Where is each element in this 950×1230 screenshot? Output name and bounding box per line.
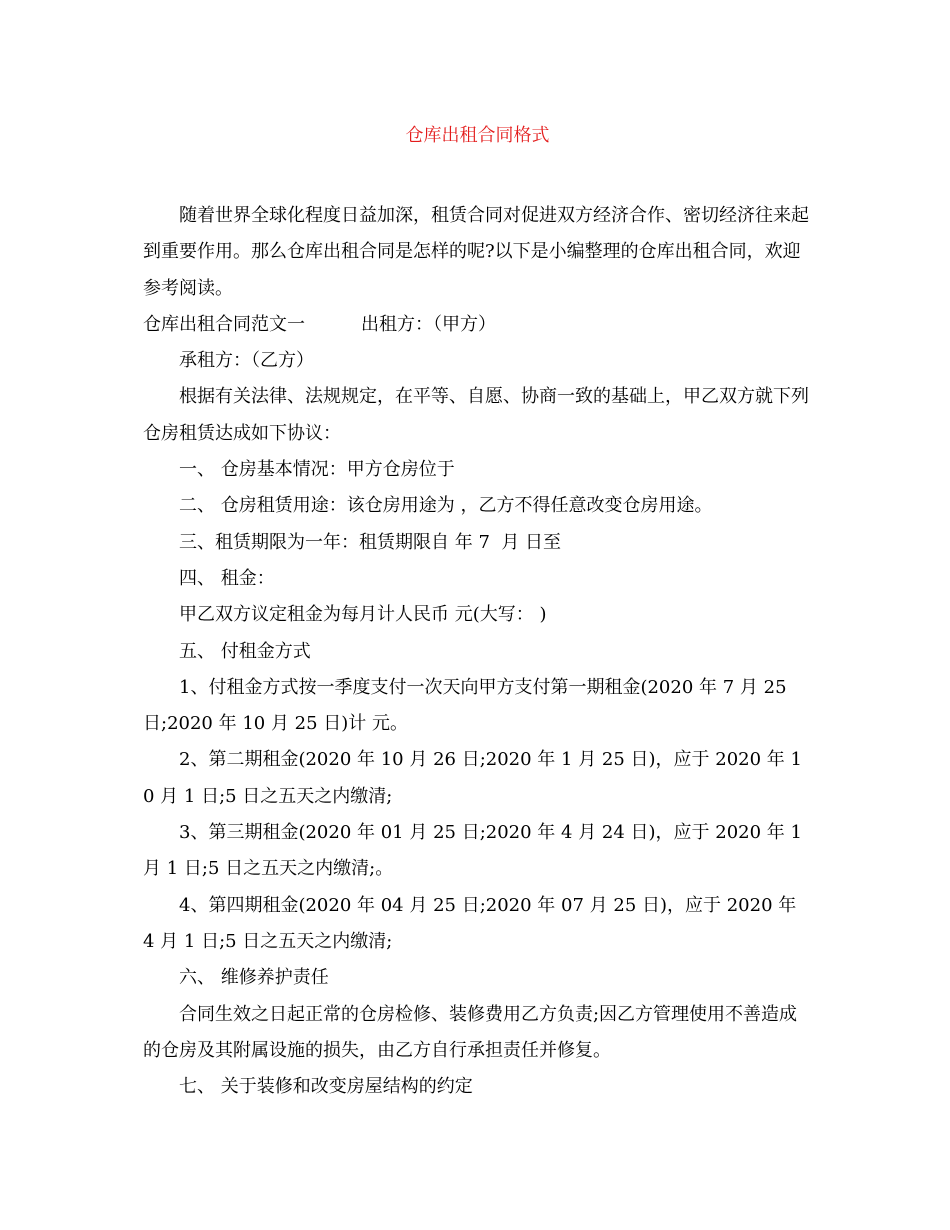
clause-1: 一、 仓房基本情况：甲方仓房位于 <box>179 459 455 481</box>
sample-heading: 仓库出租合同范文一 <box>143 313 305 335</box>
lessor-label: 出租方：（甲方） <box>361 313 496 335</box>
intro-paragraph: 随着世界全球化程度日益加深，租赁合同对促进双方经济合作、密切经济往来起到重要作用。那么仓库出租合同是怎样的呢?以下是小编整理的仓库出租合同，欢迎参考阅读。 <box>143 205 809 299</box>
clause-5-item-2: 2、第二期租金(2020 年 10 月 26 日;2020 年 1 月 25 日)，应于 2020 年 10 月 1 日;5 日之五天之内缴清; <box>143 749 802 807</box>
clause-5-item-4: 4、第四期租金(2020 年 04 月 25 日;2020 年 07 月 25 日)，应于 2020 年 4 月 1 日;5 日之五天之内缴清; <box>143 894 802 952</box>
lessee-label: 承租方：（乙方） <box>179 350 314 372</box>
clause-5: 五、 付租金方式 <box>179 640 311 662</box>
clause-3: 三、租赁期限为一年：租赁期限自 年 7 月 日至 <box>179 531 562 553</box>
clause-5-item-1: 1、付租金方式按一季度支付一次天向甲方支付第一期租金(2020 年 7 月 25 日;2020 年 10 月 25 日)计 元。 <box>143 676 793 735</box>
clause-4-text: 甲乙双方议定租金为每月计人民币 元(大写： ) <box>179 604 547 626</box>
clause-4: 四、 租金： <box>179 567 275 589</box>
clause-5-item-3: 3、第三期租金(2020 年 01 月 25 日;2020 年 4 月 24 日)，应于 2020 年 1 月 1 日;5 日之五天之内缴清;。 <box>143 822 808 880</box>
preamble-paragraph: 根据有关法律、法规规定，在平等、自愿、协商一致的基础上，甲乙双方就下列仓房租赁达成如下协议： <box>143 386 809 444</box>
clause-6-text: 合同生效之日起正常的仓房检修、装修费用乙方负责;因乙方管理使用不善造成的仓房及其附属设施的损失，由乙方自行承担责任并修复。 <box>143 1003 798 1061</box>
clause-6: 六、 维修养护责任 <box>179 967 329 989</box>
clause-7: 七、 关于装修和改变房屋结构的约定 <box>179 1076 473 1098</box>
sample-heading-line <box>143 307 812 343</box>
clause-2: 二、 仓房租赁用途：该仓房用途为 ，乙方不得任意改变仓房用途。 <box>179 495 713 517</box>
document-title: 仓库出租合同格式 <box>405 125 550 146</box>
